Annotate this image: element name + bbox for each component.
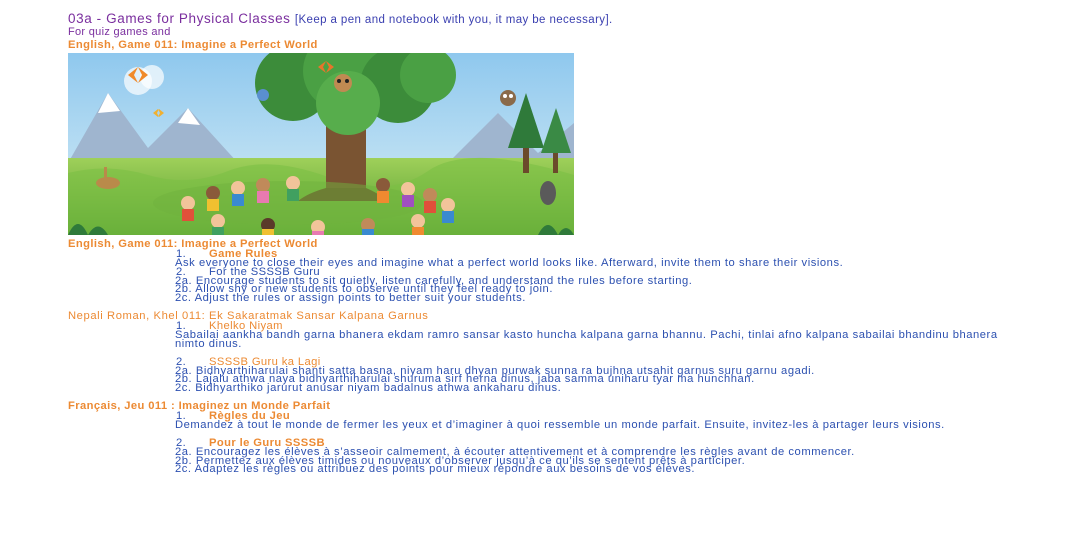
nepali-line-2b: 2b. Lajalu athwa naya bidhyarthiharulai shuruma sirf herna dinus, jaba samma uniharu tyar ma hunchhan. bbox=[175, 373, 755, 386]
french-rules-number: 1. bbox=[176, 410, 187, 423]
english-guru-label: For the SSSSB Guru bbox=[209, 265, 321, 278]
illustration-children-circle-under-tree bbox=[68, 53, 574, 235]
english-rules-label: Game Rules bbox=[209, 248, 278, 260]
french-heading: Français, Jeu 011 : Imaginez un Monde Parfait bbox=[68, 400, 331, 413]
french-line-2a: 2a. Encouragez les élèves à s’asseoir calmement, à écouter attentivement et à comprendre les règles avant de commencer. bbox=[175, 445, 855, 458]
page-title-line bbox=[68, 12, 1058, 27]
french-rules-label: Règles du Jeu bbox=[209, 410, 291, 423]
french-guru-label: Pour le Guru SSSSB bbox=[209, 436, 325, 449]
french-section bbox=[175, 410, 1015, 476]
english-line-2a: 2a. Encourage students to sit quietly, listen carefully, and understand the rules before starting. bbox=[175, 274, 693, 287]
english-heading: English, Game 011: Imagine a Perfect World bbox=[68, 238, 318, 250]
english-guru-number: 2. bbox=[176, 265, 187, 278]
nepali-line-2c: 2c. Bidhyarthiko jarurut anusar niyam badalnus athwa ankaharu dinus. bbox=[175, 381, 562, 394]
page-title-note: [Keep a pen and notebook with you, it may be necessary]. bbox=[294, 14, 613, 26]
english-line-2b: 2b. Allow shy or new students to observe until they feel ready to join. bbox=[175, 283, 553, 296]
french-line-2b: 2b. Permettez aux élèves timides ou nouveaux d’observer jusqu’à ce qu’ils se sentent prêts à participer. bbox=[175, 454, 746, 467]
page-title: 03a - Games for Physical Classes bbox=[68, 11, 291, 26]
nepali-guru-number: 2. bbox=[176, 355, 187, 368]
nepali-rules-label: Khelko Niyam bbox=[209, 320, 283, 333]
nepali-heading: Nepali Roman, Khel 011: Ek Sakaratmak Sansar Kalpana Garnus bbox=[68, 310, 429, 323]
english-rules-number: 1. bbox=[176, 248, 187, 260]
french-line-2c: 2c. Adaptez les règles ou attribuez des points pour mieux répondre aux besoins de vos élèves. bbox=[175, 463, 696, 476]
english-rules-text: Ask everyone to close their eyes and imagine what a perfect world looks like. Afterward, invite them to share their visions. bbox=[175, 257, 844, 269]
french-guru-number: 2. bbox=[176, 436, 187, 449]
document-page bbox=[68, 12, 1058, 474]
nepali-rules-number: 1. bbox=[176, 320, 187, 333]
nepali-rules-text: Sabailai aankha bandh garna bhanera ekdam ramro sansar kasto huncha kalpana garna bhannu. Pachi, tinlai afno kalpana sabailai bhandinu bhanera nimto dinus. bbox=[175, 329, 998, 350]
nepali-section bbox=[175, 322, 1015, 392]
nepali-line-2a: 2a. Bidhyarthiharulai shanti satta basna, niyam haru dhyan purwak sunna ra bujhna utsahit garnus suru garnu agadi. bbox=[175, 364, 815, 377]
nepali-guru-label: SSSSB Guru ka Lagi bbox=[209, 355, 321, 368]
french-rules-text: Demandez à tout le monde de fermer les yeux et d’imaginer à quoi ressemble un monde parfait. Ensuite, invitez-les à partager leurs visions. bbox=[175, 419, 945, 432]
english-heading-top: English, Game 011: Imagine a Perfect World bbox=[68, 39, 318, 51]
english-line-2c: 2c. Adjust the rules or assign points to better suit your students. bbox=[175, 291, 526, 304]
english-section bbox=[175, 250, 1015, 302]
page-subtitle: For quiz games and bbox=[68, 26, 171, 38]
